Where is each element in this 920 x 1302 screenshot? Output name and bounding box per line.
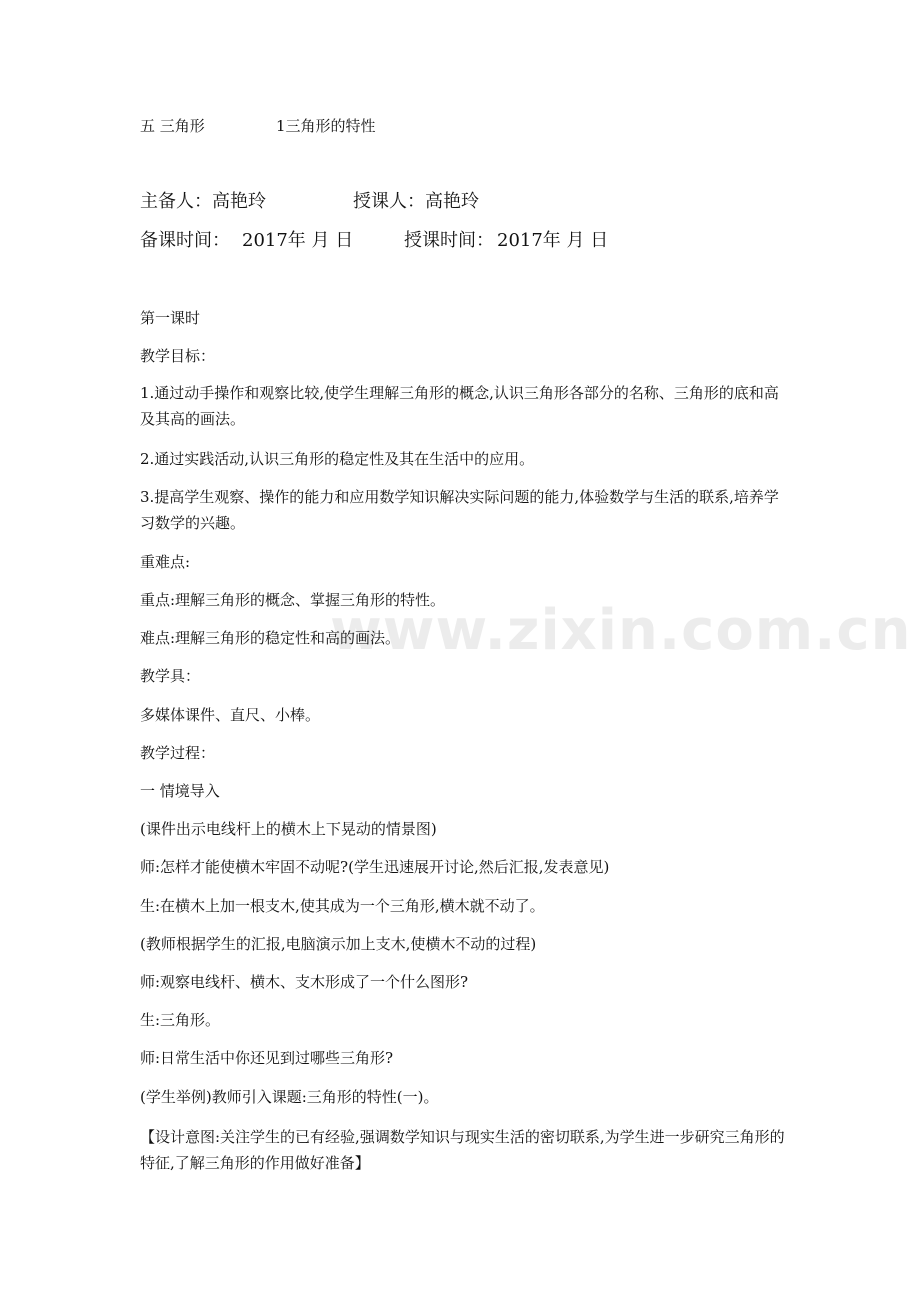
paragraph-1: (课件出示电线杆上的横木上下晃动的情景图)	[140, 820, 437, 838]
prep-time-label: 备课时间：	[140, 230, 230, 251]
tools-heading: 教学具：	[140, 667, 201, 685]
prep-time-value: 2017年 月 日	[242, 230, 354, 251]
teach-time-value: 2017年 月 日	[497, 230, 609, 251]
paragraph-4: (教师根据学生的汇报,电脑演示加上支木,使横木不动的过程)	[140, 935, 537, 953]
tools: 多媒体课件、直尺、小棒。	[140, 706, 321, 724]
goal-2: 2.通过实践活动,认识三角形的稳定性及其在生活中的应用。	[140, 450, 535, 468]
paragraph-2: 师:怎样才能使横木牢固不动呢?(学生迅速展开讨论,然后汇报,发表意见)	[140, 858, 610, 876]
section-1-heading: 一 情境导入	[140, 782, 220, 800]
preparer: 主备人：高艳玲	[140, 191, 266, 212]
lesson-title: 1三角形的特性	[276, 117, 376, 135]
key-point: 重点:理解三角形的概念、掌握三角形的特性。	[140, 591, 446, 609]
teach-time-label: 授课时间：	[404, 230, 494, 251]
design-intent: 【设计意图:关注学生的已有经验,强调数学知识与现实生活的密切联系,为学生进一步研究三角形的特征,了解三角形的作用做好准备】	[140, 1128, 785, 1172]
key-points-heading: 重难点:	[140, 553, 191, 571]
paragraph-6: 生:三角形。	[140, 1011, 221, 1029]
watermark: www.zixin.com.cn	[330, 598, 912, 663]
process-heading: 教学过程：	[140, 744, 216, 762]
paragraph-7: 师:日常生活中你还见到过哪些三角形?	[140, 1049, 394, 1067]
paragraph-3: 生:在横木上加一根支木,使其成为一个三角形,横木就不动了。	[140, 897, 545, 915]
goals-heading: 教学目标：	[140, 347, 216, 365]
paragraph-8: (学生举例)教师引入课题:三角形的特性(一)。	[140, 1088, 439, 1106]
period: 第一课时	[140, 309, 201, 327]
goal-3: 3.提高学生观察、操作的能力和应用数学知识解决实际问题的能力,体验数学与生活的联系,培养学习数学的兴趣。	[140, 488, 779, 532]
goal-1: 1.通过动手操作和观察比较,使学生理解三角形的概念,认识三角形各部分的名称、三角形的底和高及其高的画法。	[140, 384, 779, 428]
difficult-point: 难点:理解三角形的稳定性和高的画法。	[140, 629, 401, 647]
unit-title: 五 三角形	[140, 117, 205, 135]
paragraph-5: 师:观察电线杆、横木、支木形成了一个什么图形?	[140, 973, 469, 991]
teacher: 授课人：高艳玲	[353, 191, 479, 212]
